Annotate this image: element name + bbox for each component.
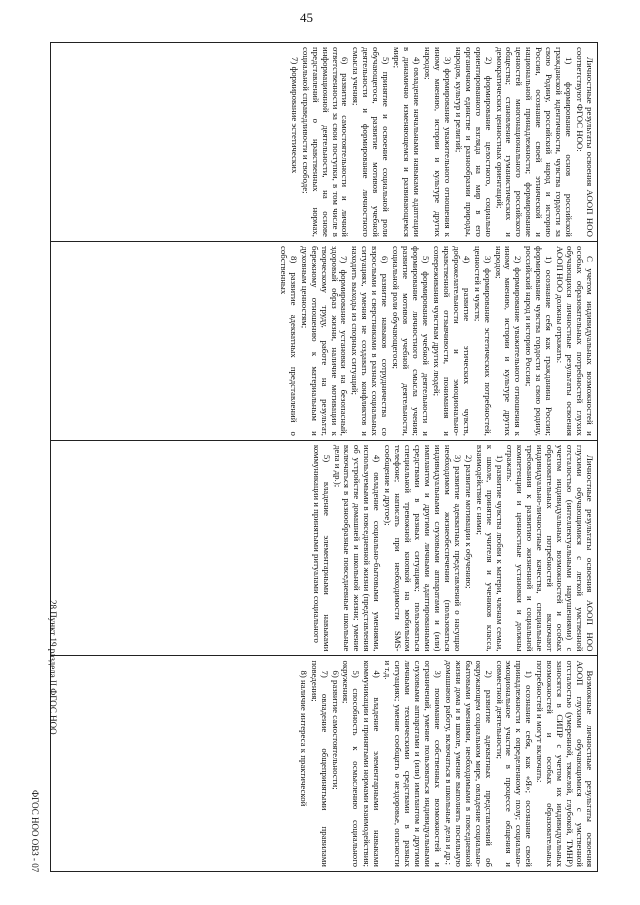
cell-paragraph: 5) способность к осмыслению социального окружения;	[341, 660, 362, 867]
footnote: 28 Пункт 19 раздела II ФГОС НОО	[48, 600, 58, 735]
cell-paragraph: 1) осознание себя как гражданина России; формирование чувства гордости за свою родину, российский народ и историю России;	[524, 245, 555, 436]
cell-paragraph: 4) развитие этических чувств, доброжелательности и эмоционально-нравственной отзывчивости, понимания и сопереживания чувствам других людей;	[431, 245, 472, 436]
table-cell-col3	[51, 440, 598, 656]
cell-paragraph: 7) формирование установки на безопасный, здоровый образ жизни, наличие мотивации к творческому труду, работе на результат, бережному отношению к материальным и духовным ценностям;	[299, 245, 350, 436]
cell-paragraph: Возможные личностные результаты освоения АООП глухими обучающимися с умственной отсталостью (умеренной, тяжелой, глубокой, ТМНР) заносятся в СИПР с учетом их индивидуальных возможностей и особых образовательных потребностей и могут включать:	[535, 660, 595, 867]
cell-paragraph: 8) наличие интереса к практической	[298, 670, 309, 807]
document-code: ФГОС НОО ОВЗ - 07	[30, 790, 40, 873]
cell-paragraph: 2) формирование уважительного отношения к иному мнению, истории и культуре других народов;	[493, 245, 524, 436]
cell-paragraph: 3) формирование эстетических потребностей, ценностей и чувств;	[472, 245, 493, 436]
requirements-table	[50, 42, 598, 872]
cell-paragraph: 1) осознание себя, как «Я»; осознание своей принадлежности к определенному полу; социально-эмоциональное участие в процессе общения и совместной деятельности;	[494, 660, 535, 867]
cell-paragraph: С учетом индивидуальных возможностей и особых образовательных потребностей глухих обучающихся личностные результаты освоения АООП НОО должны отражать:	[555, 245, 595, 436]
table-cell-col2	[51, 241, 598, 440]
cell-paragraph: 4) владение элементарными навыками коммуникации и принятыми нормами взаимодействия;	[362, 660, 383, 867]
page-number: 45	[300, 10, 313, 25]
cell-paragraph: 3) понимание собственных возможностей и ограничений, умение пользоваться индивидуальными слуховыми аппаратами и (или) имплантом и другими личными техническими средствами в разных ситуациях; умение сообщать о нездоровье, опасности и т.д.	[383, 660, 443, 867]
cell-paragraph: 5) принятие и освоение социальной роли обучающегося, развитие мотивов учебной деятельности и формирование личностного смысла учения;	[351, 47, 392, 237]
cell-paragraph: Личностные результаты освоения АООП НОО глухими обучающимися с легкой умственной отсталостью (интеллектуальными нарушениями) с учетом индивидуальных возможностей и особых образовательных потребностей включают индивидуально-личностные качества, специальные требования к развитию жизненной и социальной компетенции и ценностные установки и должны отражать:	[505, 444, 595, 652]
cell-paragraph: 3) развитие адекватных представлений о насущно необходимом жизнеобеспечении (пользоваться индивидуальными слуховыми аппаратами и (или) имплантом и другими личными адаптированными средствами в разных ситуациях; пользоваться специальной тревожной кнопкой на мобильном телефоне; написать при необходимости SMS-сообщение и другое);	[383, 444, 463, 652]
cell-paragraph: 4) овладение социально-бытовыми умениями, используемыми в повседневной жизни (представления об устройстве домашней и школьной жизни; умение включаться в разнообразные повседневные школьные дела и др.);	[332, 444, 383, 652]
cell-paragraph: 2) развитие адекватных представлений об окружающем социальном мире, овладение социально-бытовыми умениями, необходимыми в повседневной жизни дома и в школе, умение выполнять посильную домашнюю работу, включаться в школьные дела и др.;	[443, 660, 494, 867]
cell-paragraph: Личностные результаты освоения АООП НОО соответствуют ФГОС НОО:	[575, 47, 595, 237]
table-cell-col1	[51, 43, 598, 242]
cell-paragraph: 2) формирование целостного, социально ориентированного взгляда на мир в его органичном единстве и разнообразии природы, народов, культур и религий;	[453, 47, 494, 237]
cell-paragraph: 4) овладение начальными навыками адаптации в динамично изменяющемся и развивающемся мире;	[392, 47, 423, 237]
cell-paragraph: 5) владение элементарными навыками коммуникации и принятыми ритуалами социального	[311, 444, 332, 652]
cell-paragraph: 5) формирование учебной деятельности и формирование личностного смысла учения; развитие мотивов учебной деятельности, социальной роли обучающегося;	[391, 245, 431, 436]
cell-paragraph: 6) развитие навыков сотрудничества со взрослыми и сверстниками в разных социальных ситуациях, умения не создавать конфликтов и находить выходы из спорных ситуаций;	[350, 245, 391, 436]
cell-paragraph: 7) формирование эстетических	[289, 57, 300, 174]
cell-paragraph: 1) развитие чувства любви к матери, членам семьи, к школе, принятие учителя и учеников класса, взаимодействие с ними;	[474, 444, 505, 652]
cell-paragraph: 6) развитие самостоятельности и личной ответственности за свои поступки, в том числе в информационной деятельности, на основе представлений о нравственных нормах, социальной справедливости и свободе;	[300, 47, 351, 237]
cell-paragraph: 7) овладение общепринятыми правилами поведения;	[309, 660, 330, 867]
table-cell-col4	[51, 656, 598, 872]
cell-paragraph: 8) развитие адекватных представлений о собственных	[278, 245, 299, 436]
cell-paragraph: 1) формирование основ российской гражданской идентичности, чувства гордости за свою Родину, российский народ и историю России, осознание своей этнической и национальной принадлежности; формирование ценностей многонационального российского общества; становление гуманистических и демократических ценностных ориентаций;	[494, 47, 575, 237]
rotated-page	[50, 42, 598, 872]
cell-paragraph: 6) развитие самостоятельности;	[330, 670, 341, 790]
table-row	[51, 43, 598, 872]
cell-paragraph: 2) развитие мотивации к обучению;	[463, 454, 474, 589]
cell-paragraph: 3) формирование уважительного отношения к иному мнению, истории и культуре других народов;	[423, 47, 453, 237]
